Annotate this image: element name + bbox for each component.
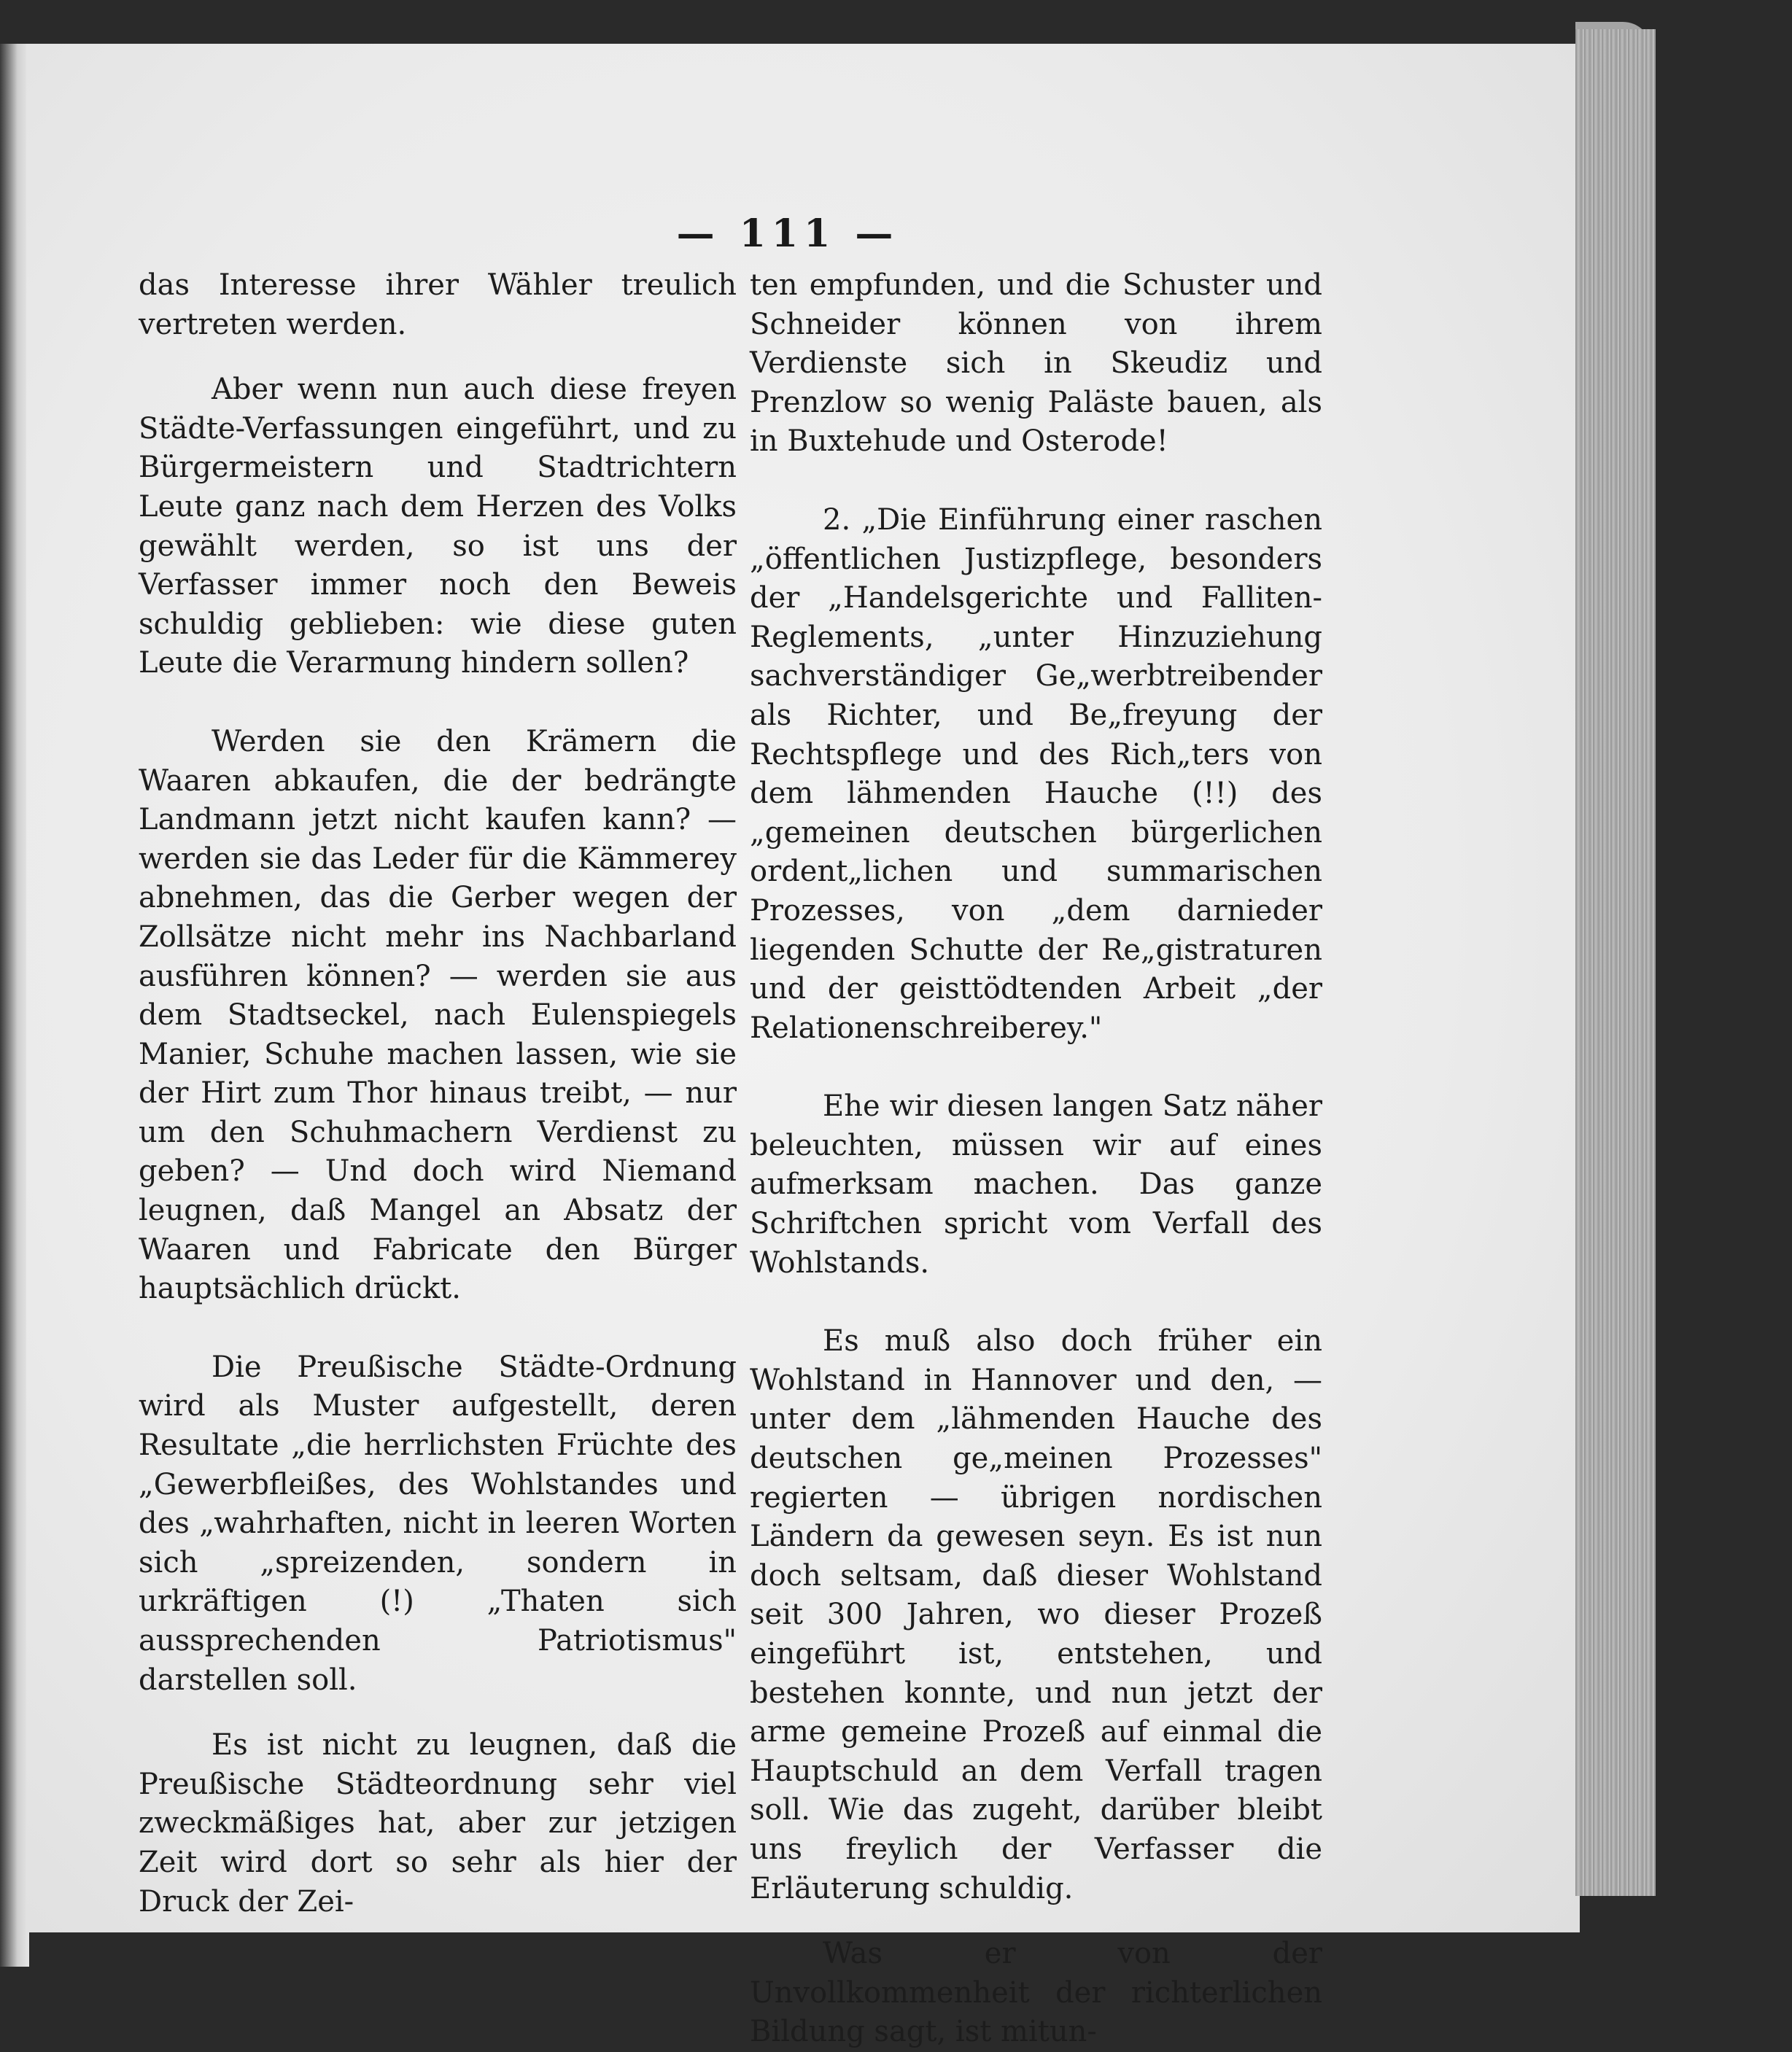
page-stack-edge [1575, 29, 1656, 1896]
page-number: — 111 — [676, 211, 899, 256]
left-text-column [139, 266, 737, 1921]
paragraph: 2. „Die Einführung einer raschen „öffentlichen Justizpflege, besonders der „Handelsgerichte und Falliten-Reglements, „unter Hinzuziehung sachverständiger Ge„werbtreibender als Richter, und Be„freyung der Rechtspflege und des Rich„ters von dem lähmenden Hauche (!!) des „gemeinen deutschen bürgerlichen ordent„lichen und summarischen Prozesses, von „dem darnieder liegenden Schutte der Re„gistraturen und der geisttödtenden Arbeit „der Relationenschreiberey." [750, 502, 1322, 1045]
paragraph: Ehe wir diesen langen Satz näher beleuchten, müssen wir auf eines aufmerksam machen. Das ganze Schriftchen spricht vom Verfall des Wohlstands. [750, 1089, 1322, 1280]
paragraph: das Interesse ihrer Wähler treulich vertreten werden. [139, 268, 737, 341]
right-text-column [750, 266, 1322, 2052]
paragraph: Werden sie den Krämern die Waaren abkaufen, die der bedrängte Landmann jetzt nicht kaufen kann? — werden sie das Leder für die Kämmerey abnehmen, das die Gerber wegen der Zollsätze nicht mehr ins Nachbarland ausführen können? — werden sie aus dem Stadtseckel, nach Eulenspiegels Manier, Schuhe machen lassen, wie sie der Hirt zum Thor hinaus treibt, — nur um den Schuhmachern Verdienst zu geben? — Und doch wird Niemand leugnen, daß Mangel an Absatz der Waaren und Fabricate den Bürger hauptsächlich drückt. [139, 724, 737, 1306]
paragraph: ten empfunden, und die Schuster und Schneider können von ihrem Verdienste sich in Skeudiz und Prenzlow so wenig Paläste bauen, als in Buxtehude und Osterode! [750, 268, 1322, 459]
left-page-edge [0, 44, 29, 1967]
paragraph: Aber wenn nun auch diese freyen Städte-Verfassungen eingeführt, und zu Bürgermeistern und Stadtrichtern Leute ganz nach dem Herzen des Volks gewählt werden, so ist uns der Verfasser immer noch den Beweis schuldig geblieben: wie diese guten Leute die Verarmung hindern sollen? [139, 373, 737, 680]
paragraph: Es ist nicht zu leugnen, daß die Preußische Städteordnung sehr viel zweckmäßiges hat, aber zur jetzigen Zeit wird dort so sehr als hier der Druck der Zei- [139, 1728, 737, 1919]
paragraph: Die Preußische Städte-Ordnung wird als Muster aufgestellt, deren Resultate „die herrlichsten Früchte des „Gewerbfleißes, des Wohlstandes und des „wahrhaften, nicht in leeren Worten sich „spreizenden, sondern in urkräftigen (!) „Thaten sich aussprechenden Patriotismus" darstellen soll. [139, 1350, 737, 1697]
paragraph: Es muß also doch früher ein Wohlstand in Hannover und den, — unter dem „lähmenden Hauche des deutschen ge„meinen Prozesses" regierten — übrigen nordischen Ländern da gewesen seyn. Es ist nun doch seltsam, daß dieser Wohlstand seit 300 Jahren, wo dieser Prozeß eingeführt ist, entstehen, und bestehen konnte, und nun jetzt der arme gemeine Prozeß auf einmal die Hauptschuld an dem Verfall tragen soll. Wie das zugeht, darüber bleibt uns freylich der Verfasser die Erläuterung schuldig. [750, 1324, 1322, 1905]
paragraph: Was er von der Unvollkommenheit der richterlichen Bildung sagt, ist mitun- [750, 1937, 1322, 2049]
